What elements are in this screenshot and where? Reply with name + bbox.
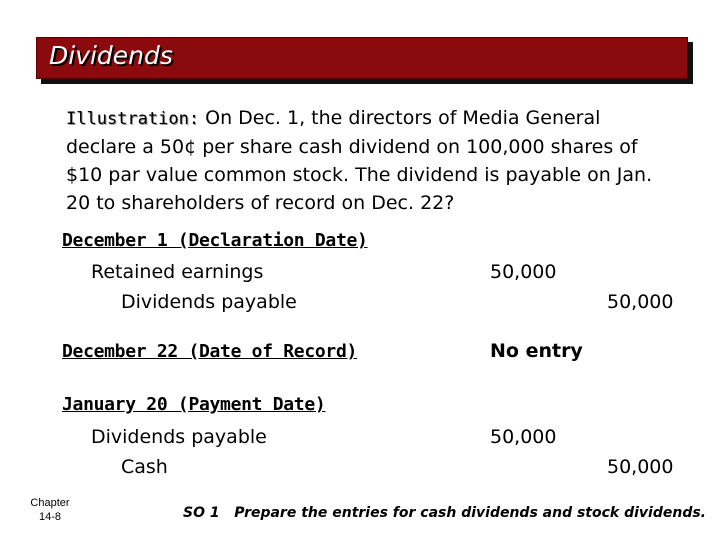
illustration-line-2: declare a 50¢ per share cash dividend on 100,000 shares of [66,136,638,158]
study-objective [183,505,706,521]
illustration-line-1 [66,104,696,133]
chapter-line-1: Chapter [30,497,70,509]
chapter-label [18,496,82,524]
illustration-line-4: 20 to shareholders of record on Dec. 22? [66,192,455,214]
slide-title: Dividends [49,41,173,70]
illustration-line-3: $10 par value common stock. The dividend is payable on Jan. [66,164,653,186]
chapter-line-2: 14-8 [38,511,62,523]
declaration-debit-account: Retained earnings [91,261,264,283]
record-heading: December 22 (Date of Record) [62,341,358,362]
payment-debit-account: Dividends payable [91,426,267,448]
record-note: No entry [490,340,583,362]
so-label: SO 1 [183,505,220,521]
declaration-heading: December 1 (Declaration Date) [62,230,368,251]
payment-heading: January 20 (Payment Date) [62,394,326,415]
declaration-credit-account: Dividends payable [121,291,297,313]
title-bar [36,37,688,79]
payment-debit-amount: 50,000 [490,426,557,448]
payment-credit-account: Cash [121,456,168,478]
payment-credit-amount: 50,000 [607,456,674,478]
so-text: Prepare the entries for cash dividends and stock dividends. [234,505,706,521]
declaration-debit-amount: 50,000 [490,261,557,283]
illustration-text-1: On Dec. 1, the directors of Media General [205,107,601,129]
illustration-paragraph [66,104,696,217]
declaration-credit-amount: 50,000 [607,291,674,313]
illustration-label: Illustration: [66,109,200,129]
